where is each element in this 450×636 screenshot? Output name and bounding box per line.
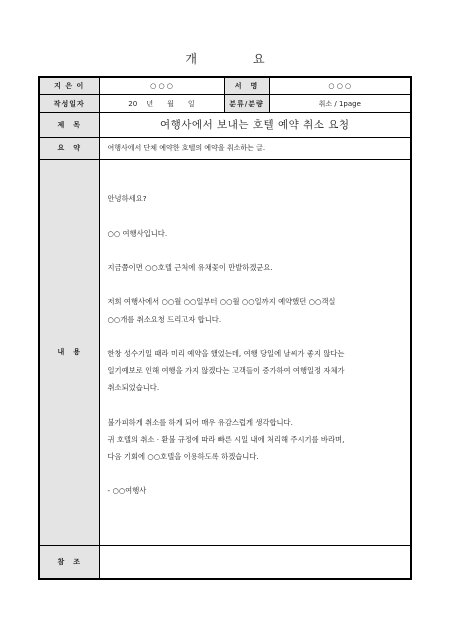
body-content bbox=[99, 160, 411, 546]
body-lines bbox=[108, 190, 403, 500]
subject-value: 여행사에서 보내는 호텔 예약 취소 요청 bbox=[99, 113, 411, 137]
summary-value: 여행사에서 단체 예약한 호텔의 예약을 취소하는 글. bbox=[99, 137, 411, 159]
body-label: 내 용 bbox=[39, 160, 99, 546]
body-line: ○○ 여행사입니다. bbox=[107, 228, 168, 238]
body-line: 다음 기회에 ○○호텔을 이용하도록 하겠습니다. bbox=[107, 452, 259, 462]
date-value: 20 년 월 일 bbox=[99, 94, 224, 112]
reference-label: 참 조 bbox=[39, 545, 99, 579]
body-blank-line bbox=[108, 276, 403, 293]
signature-value: ○ ○ ○ bbox=[269, 77, 411, 94]
body-blank-line bbox=[108, 328, 403, 345]
signature-label: 서 명 bbox=[224, 77, 269, 94]
reference-value bbox=[99, 545, 411, 579]
body-blank-line bbox=[108, 242, 403, 259]
category-value: 취소 / 1page bbox=[269, 94, 411, 112]
body-line: 지금쯤이면 ○○호텔 근처에 유채꽃이 만발하겠군요. bbox=[107, 262, 273, 272]
body-line: 불가피하게 취소를 하게 되어 매우 유감스럽게 생각합니다. bbox=[107, 417, 293, 427]
body-line: 취소되었습니다. bbox=[107, 383, 160, 393]
body-line: 귀 호텔의 취소 · 환불 규정에 따라 빠른 시일 내에 처리해 주시기를 바라며, bbox=[107, 434, 345, 444]
body-blank-line bbox=[108, 397, 403, 414]
body-line: ○○개를 취소요청 드리고자 합니다. bbox=[107, 314, 222, 324]
body-line: 안녕하세요? bbox=[107, 194, 147, 204]
author-value: ○ ○ ○ bbox=[99, 77, 224, 94]
body-line: 저희 여행사에서 ○○월 ○○일부터 ○○월 ○○일까지 예약했던 ○○객실 bbox=[107, 297, 336, 307]
page-title: 개 요 bbox=[185, 52, 287, 66]
summary-label: 요 약 bbox=[39, 137, 99, 159]
body-line: - ○○여행사 bbox=[107, 486, 147, 496]
body-line: 일기예보로 인해 여행을 가지 않겠다는 고객들이 증가하여 여행일정 자체가 bbox=[107, 366, 345, 376]
body-blank-line bbox=[108, 465, 403, 482]
date-label: 작성일자 bbox=[39, 94, 99, 112]
summary-form-table bbox=[38, 76, 412, 580]
body-blank-line bbox=[108, 207, 403, 224]
category-label: 분류/분량 bbox=[224, 94, 269, 112]
body-line: 한창 성수기일 때라 미리 예약을 했었는데, 여행 당일에 날씨가 좋지 않다는 bbox=[107, 348, 345, 358]
author-label: 지 은 이 bbox=[39, 77, 99, 94]
subject-label: 제 목 bbox=[39, 113, 99, 137]
